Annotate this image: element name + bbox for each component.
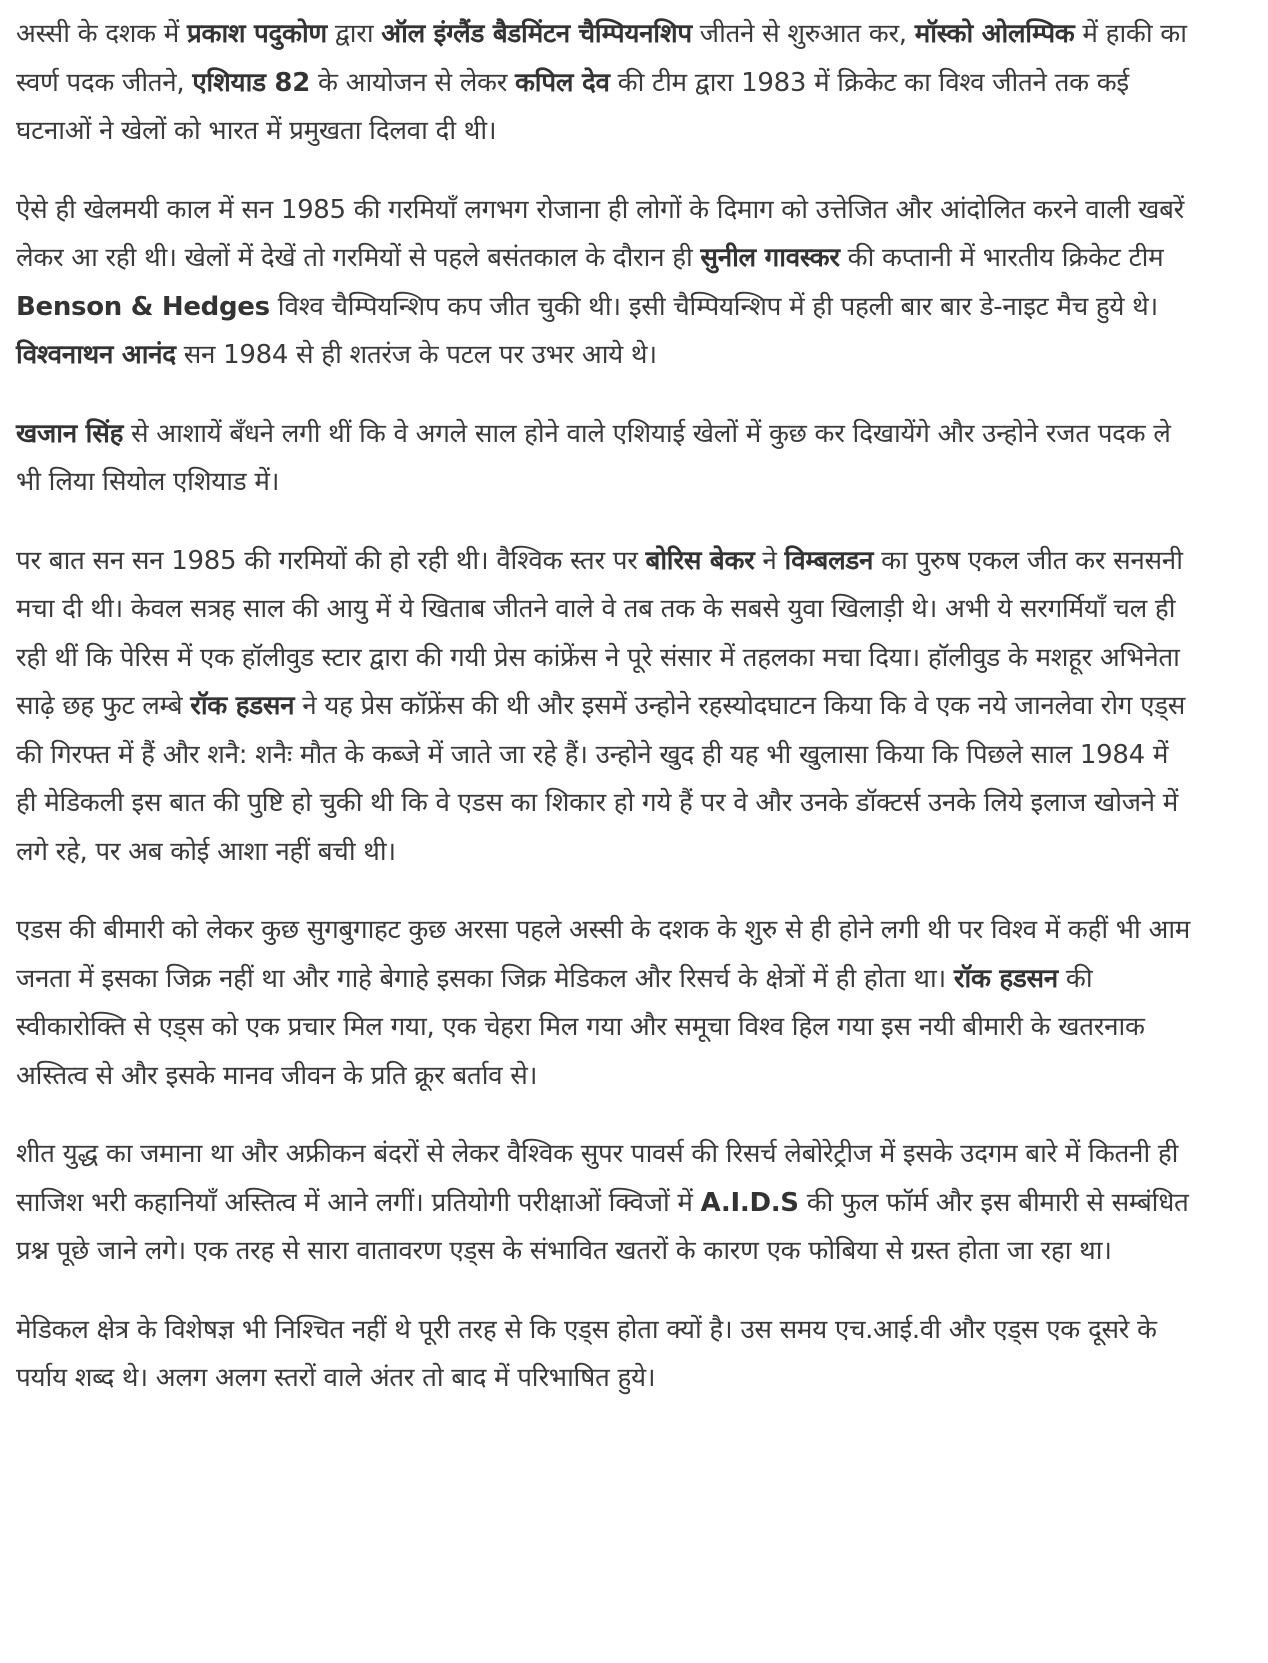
paragraph-6 (16, 1130, 1196, 1276)
paragraph-text: में हाकी का स्वर्ण पदक जीतने, (16, 19, 1187, 98)
paragraph-text: की स्वीकारोक्ति से एड्स को एक प्रचार मिल गया, एक चेहरा मिल गया और समूचा विश्व हिल गया इस नयी बीमारी के खतरनाक अस्तित्व से और इसके मानव जीवन के प्रति क्रूर बर्ताव से। (16, 963, 1145, 1091)
highlight-benson-hedges: Benson & Hedges (16, 291, 270, 322)
paragraph-text: की फुल फॉर्म और इस बीमारी से सम्बंधित प्रश्न पूछे जाने लगे। एक तरह से सारा वातावरण एड्स के संभावित खतरों के कारण एक फोबिया से ग्रस्त होता जा रहा था। (16, 1187, 1189, 1266)
paragraph-5 (16, 906, 1196, 1100)
paragraph-text: के आयोजन से लेकर (310, 67, 516, 98)
paragraph-3 (16, 410, 1196, 507)
highlight-name-viswanathan-anand: विश्वनाथन आनंद (16, 340, 176, 370)
highlight-moscow-olympics: मॉस्को ओलम्पिक (914, 19, 1075, 49)
highlight-name-khajan-singh: खजान सिंह (16, 418, 124, 449)
paragraph-2 (16, 186, 1196, 380)
highlight-name-rock-hudson: रॉक हडसन (190, 691, 295, 721)
highlight-all-england-championship: ऑल इंग्लैंड बैडमिंटन चैम्पियनशिप (381, 19, 692, 49)
paragraph-1 (16, 10, 1196, 156)
paragraph-text: की टीम द्वारा 1983 में क्रिकेट का विश्व जीतने तक कई घटनाओं ने खेलों को भारत में प्रमुखता दिलवा दी थी। (16, 67, 1129, 146)
highlight-name-prakash-padukone: प्रकाश पदुकोण (186, 19, 327, 49)
paragraph-text: की कप्तानी में भारतीय क्रिकेट टीम (839, 243, 1164, 273)
paragraph-text: ने यह प्रेस कॉफ्रेंस की थी और इसमें उन्होने रहस्योदघाटन किया कि वे एक नये जानलेवा रोग एड्स की गिरफ्त में हैं और शनै: शनैः मौत के कब्जे में जाते जा रहे हैं। उन्होने खुद ही यह भी खुलासा किया कि पिछले साल 1984 में ही मेडिकली इस बात की पुष्टि हो चुकी थी कि वे एडस का शिकार हो गये हैं पर वे और उनके डॉक्टर्स उनके लिये इलाज खोजने में लगे रहे, पर अब कोई आशा नहीं बची थी। (16, 691, 1186, 867)
paragraph-text: अस्सी के दशक में (16, 19, 187, 49)
paragraph-4 (16, 537, 1196, 877)
paragraph-text: विश्व चैम्पियन्शिप कप जीत चुकी थी। इसी चैम्पियन्शिप में ही पहली बार बार डे-नाइट मैच हुये थे। (269, 291, 1158, 322)
article-body (16, 10, 1196, 1403)
paragraph-text: द्वारा (326, 19, 382, 49)
highlight-name-sunil-gavaskar: सुनील गावस्कर (700, 243, 840, 273)
paragraph-text: का पुरुष एकल जीत कर सनसनी मचा दी थी। केवल सत्रह साल की आयु में ये खिताब जीतने वाले वे तब तक के सबसे युवा खिलाड़ी थे। अभी ये सरगर्मियाँ चल ही रही थीं कि पेरिस में एक हॉलीवुड स्टार द्वारा की गयी प्रेस कांफ्रेंस ने पूरे संसार में तहलका मचा दिया। हॉलीवुड के मशहूर अभिनेता साढ़े छह फुट लम्बे (16, 545, 1183, 721)
paragraph-text: ऐसे ही खेलमयी काल में सन 1985 की गरमियाँ लगभग रोजाना ही लोगों के दिमाग को उत्तेजित और आंदोलित करने वाली खबरें लेकर आ रही थी। खेलों में देखें तो गरमियों से पहले बसंतकाल के दौरान ही (16, 194, 1184, 273)
highlight-aids-acronym: A.I.D.S (700, 1187, 799, 1218)
paragraph-text: ने (754, 545, 785, 576)
highlight-wimbledon: विम्बलडन (784, 545, 874, 576)
highlight-name-rock-hudson: रॉक हडसन (953, 963, 1058, 994)
highlight-name-kapil-dev: कपिल देव (515, 67, 610, 98)
highlight-asiad-82: एशियाड 82 (192, 67, 311, 98)
paragraph-text: जीतने से शुरुआत कर, (691, 19, 915, 49)
highlight-name-boris-becker: बोरिस बेकर (645, 545, 755, 576)
paragraph-text: सन 1984 से ही शतरंज के पटल पर उभर आये थे। (175, 340, 657, 370)
paragraph-7 (16, 1306, 1196, 1403)
paragraph-text: मेडिकल क्षेत्र के विशेषज्ञ भी निश्चित नहीं थे पूरी तरह से कि एड्स होता क्यों है। उस समय एच.आई.वी और एड्स एक दूसरे के पर्याय शब्द थे। अलग अलग स्तरों वाले अंतर तो बाद में परिभाषित हुये। (16, 1314, 1157, 1393)
paragraph-text: से आशायें बँधने लगी थीं कि वे अगले साल होने वाले एशियाई खेलों में कुछ कर दिखायेंगे और उन्होने रजत पदक ले भी लिया सियोल एशियाड में। (16, 418, 1171, 497)
paragraph-text: एडस की बीमारी को लेकर कुछ सुगबुगाहट कुछ अरसा पहले अस्सी के दशक के शुरु से ही होने लगी थी पर विश्व में कहीं भी आम जनता में इसका जिक्र नहीं था और गाहे बेगाहे इसका जिक्र मेडिकल और रिसर्च के क्षेत्रों में ही होता था। (16, 915, 1190, 994)
paragraph-text: पर बात सन सन 1985 की गरमियों की हो रही थी। वैश्विक स्तर पर (16, 545, 646, 576)
paragraph-text: शीत युद्ध का जमाना था और अफ्रीकन बंदरों से लेकर वैश्विक सुपर पावर्स की रिसर्च लेबोरेट्रीज में इसके उदगम बारे में कितनी ही साजिश भरी कहानियाँ अस्तित्व में आने लगीं। प्रतियोगी परीक्षाओं क्विजों में (16, 1139, 1179, 1218)
